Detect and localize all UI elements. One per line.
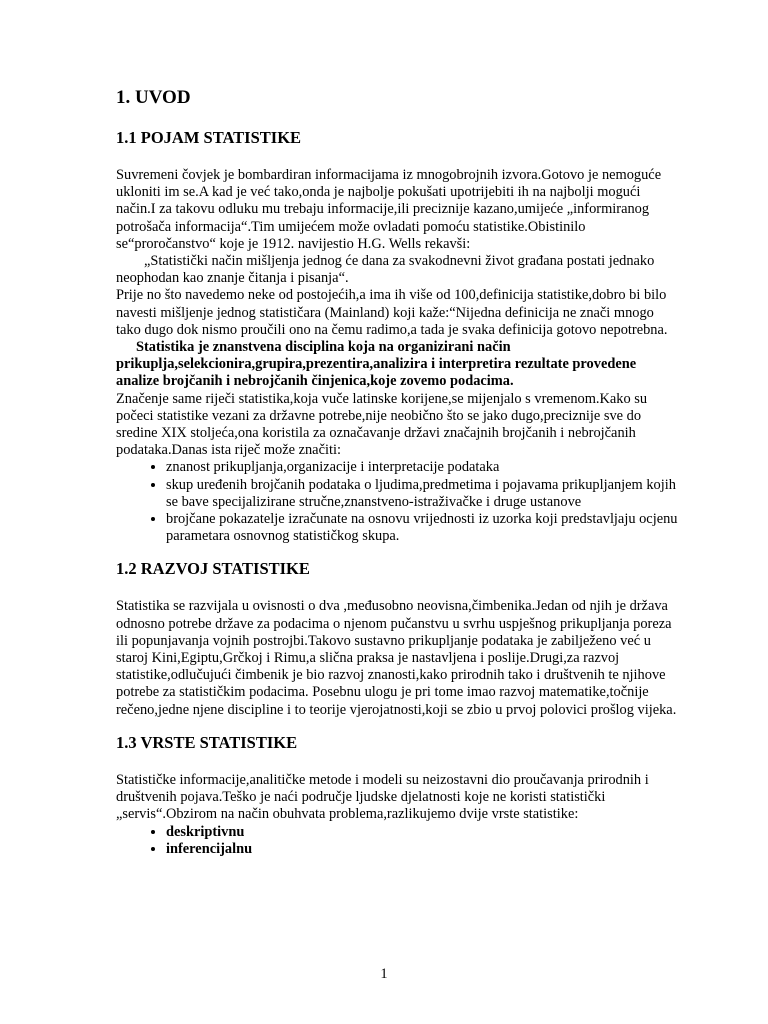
section-razvoj-statistike: [116, 559, 682, 718]
list-item: • brojčane pokazatelje izračunate na osnovu vrijednosti iz uzorka koji predstavljaju ocjenu parametara osnovnog statističkog skupa.: [166, 511, 682, 545]
bullet-list: [116, 459, 682, 545]
bullet-list: [116, 824, 682, 858]
quote: „Statistički način mišljenja jednog će dana za svakodnevni život građana postati jednako neophodan kao znanje čitanja i pisanja“.: [116, 253, 655, 287]
paragraph: Statističke informacije,analitičke metode i modeli su neizostavni dio proučavanja prirodnih i društvenih pojava.Teško je naći područje ljudske djelatnosti koje ne koristi statistički „servis“.Obzirom na način obuhvata problema,razlikujemo dvije vrste statistike:: [116, 771, 649, 823]
section-vrste-statistike: [116, 733, 682, 858]
list-item: • deskriptivnu: [166, 824, 682, 841]
list-item: • skup uređenih brojčanih podataka o ljudima,predmetima i pojavama prikupljanjem kojih se bave specijalizirane stručne,znanstveno-istraživačke i druge ustanove: [166, 477, 682, 511]
section-pojam-statistike: [116, 128, 682, 545]
page-content: [116, 86, 682, 872]
section-heading: 1.1 POJAM STATISTIKE: [116, 128, 302, 147]
paragraph: Statistika se razvijala u ovisnosti o dva ,međusobno neovisna,čimbenika.Jedan od njih je država odnosno potrebe države za podacima o njenom pučanstvu u svrhu uspješnog prikupljanja poreza ili popunjavanja vojnih postrojbi.Takovo sustavno prikupljanje podataka je zabilježeno već u staroj Kini,Egiptu,Grčkoj i Rimu,a slična praksa je nastavljena i poslije.Drugi,za razvoj statistike,odlučujući čimbenik je bio razvoj znanosti,kako prirodnih tako i društvenih te njihove potrebe za statističkim podacima. Posebnu ulogu je pri tome imao razvoj matematike,točnije rečeno,jedne njene discipline i to teorije vjerojatnosti,koji se zbio u prvoj polovici prošlog vijeka.: [116, 598, 677, 718]
paragraph: Suvremeni čovjek je bombardiran informacijama iz mnogobrojnih izvora.Gotovo je nemoguće ukloniti im se.A kad je već tako,onda je najbolje pokušati upotrijebiti ih na najbolji mogući način.I za takovu odluku mu trebaju informacije,ili preciznije kazano,umijeće „informiranog potrošača informacija“.Tim umijećem može ovladati pomoću statistike.Obistinilo se“proročanstvo“ koje je 1912. navijestio H.G. Wells rekavši:: [116, 167, 662, 252]
definition: Statistika je znanstvena disciplina koja na organizirani način prikuplja,selekcionira,grupira,prezentira,analizira i interpretira rezultate provedene analize brojčanih i nebrojčanih činjenica,koje zovemo podacima.: [116, 339, 637, 390]
list-item: • inferencijalnu: [166, 841, 682, 858]
chapter-title: 1. UVOD: [116, 87, 191, 108]
paragraph: Značenje same riječi statistika,koja vuče latinske korijene,se mijenjalo s vremenom.Kako su počeci statistike vezani za državne potrebe,nije neobično što se jako dugo,preciznije sve do sredine XIX stoljeća,ona koristila za označavanje državi značajnih brojčanih i nebrojčanih podataka.Danas ista riječ može značiti:: [116, 390, 648, 459]
section-heading: 1.3 VRSTE STATISTIKE: [116, 732, 298, 752]
section-heading: 1.2 RAZVOJ STATISTIKE: [116, 559, 310, 579]
page-number: 1: [380, 966, 388, 982]
paragraph: Prije no što navedemo neke od postojećih,a ima ih više od 100,definicija statistike,dobro bi bilo navesti mišljenje jednog statističara (Mainland) koji kaže:“Nijedna definicija ne znači mnogo tako dugo dok nismo proučili ono na čemu radimo,a tada je svaka definicija gotovo nepotrebna.: [116, 287, 668, 338]
list-item: • znanost prikupljanja,organizacije i interpretacije podataka: [166, 459, 682, 476]
